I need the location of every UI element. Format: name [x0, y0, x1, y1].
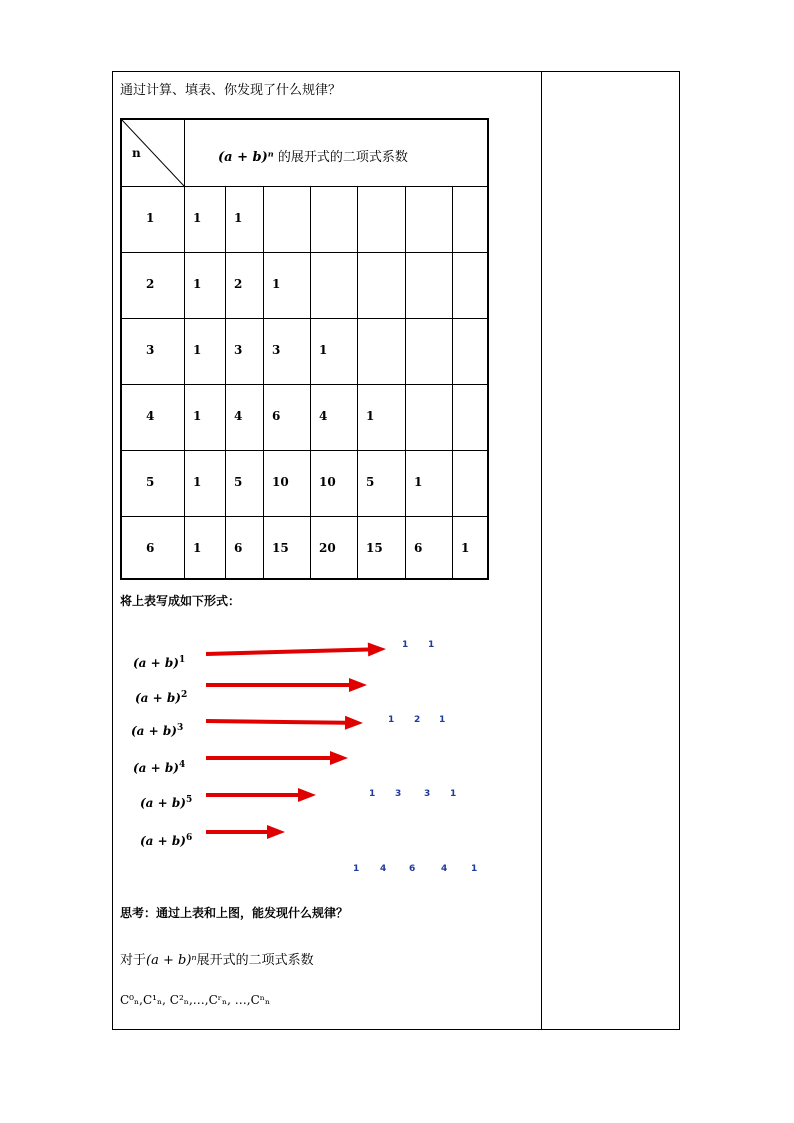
arrow-head — [330, 751, 348, 765]
triangle-number: 1 — [428, 640, 435, 650]
header-expression: (a + b)ⁿ — [218, 150, 274, 165]
expression-exponent: 6 — [185, 833, 193, 843]
arrow-shaft — [206, 721, 345, 723]
for-expression: (a + b)ⁿ — [146, 953, 197, 968]
expression-base: (a + b) — [140, 796, 186, 810]
header-text: 的展开式的二项式系数 — [277, 150, 408, 165]
power-expression — [135, 690, 187, 705]
coefficient-cell: 1 — [193, 409, 202, 423]
coefficient-cell: 3 — [272, 343, 281, 357]
power-expression — [140, 833, 192, 848]
coefficient-cell: 1 — [461, 541, 470, 555]
power-expression — [133, 760, 185, 775]
expression-base: (a + b) — [135, 691, 181, 705]
triangle-number: 4 — [441, 864, 448, 874]
arrow-shaft — [206, 649, 368, 654]
triangle-number: 3 — [395, 789, 402, 799]
coefficient-cell: 1 — [319, 343, 328, 357]
coefficient-cell: 4 — [319, 409, 328, 423]
power-expression — [140, 795, 192, 810]
for-suffix: 展开式的二项式系数 — [196, 953, 314, 968]
expression-base: (a + b) — [140, 834, 186, 848]
row-n-label: 2 — [146, 277, 155, 291]
caption: 将上表写成如下形式： — [120, 594, 241, 608]
for-prefix: 对于 — [120, 953, 147, 968]
coefficient-cell: 15 — [272, 541, 289, 555]
arrow-head — [349, 678, 367, 692]
arrow-head — [267, 825, 285, 839]
coefficient-cell: 6 — [234, 541, 243, 555]
row-n-label: 5 — [146, 475, 155, 489]
triangle-number: 2 — [414, 715, 421, 725]
triangle-number: 1 — [471, 864, 478, 874]
coefficient-cell: 1 — [366, 409, 375, 423]
row-n-label: 4 — [146, 409, 155, 423]
expression-exponent: 4 — [178, 760, 186, 770]
arrow-head — [368, 643, 386, 657]
coefficient-cell: 5 — [366, 475, 375, 489]
coefficient-cell: 1 — [193, 475, 202, 489]
coefficient-cell: 5 — [234, 475, 243, 489]
coefficient-cell: 6 — [272, 409, 281, 423]
coefficient-cell: 1 — [414, 475, 423, 489]
coefficient-cell: 20 — [319, 541, 336, 555]
triangle-number: 1 — [369, 789, 376, 799]
triangle-number: 1 — [402, 640, 409, 650]
row-n-label: 1 — [146, 211, 155, 225]
coefficient-cell: 2 — [234, 277, 243, 291]
triangle-number: 4 — [380, 864, 387, 874]
arrow-head — [298, 788, 316, 802]
corner-label: n — [132, 146, 141, 160]
arrow-head — [345, 716, 363, 730]
expression-exponent: 3 — [176, 723, 184, 733]
coefficient-cell: 15 — [366, 541, 383, 555]
expression-exponent: 2 — [180, 690, 188, 700]
coefficient-cell: 1 — [272, 277, 281, 291]
coefficient-cell: 1 — [193, 343, 202, 357]
combination-list: C⁰ₙ,C¹ₙ, C²ₙ,…,Cʳₙ, …,Cⁿₙ — [120, 993, 271, 1007]
coefficient-cell: 1 — [193, 277, 202, 291]
coefficient-cell: 1 — [193, 211, 202, 225]
expression-base: (a + b) — [133, 761, 179, 775]
expression-base: (a + b) — [131, 724, 177, 738]
row-n-label: 3 — [146, 343, 155, 357]
triangle-number: 1 — [450, 789, 457, 799]
triangle-number: 3 — [424, 789, 431, 799]
intro-question: 通过计算、填表、你发现了什么规律？ — [120, 83, 342, 98]
coefficient-cell: 4 — [234, 409, 243, 423]
triangle-number: 1 — [388, 715, 395, 725]
expression-exponent: 1 — [178, 655, 186, 665]
coefficient-cell: 6 — [414, 541, 423, 555]
triangle-number: 1 — [439, 715, 446, 725]
coefficient-cell: 1 — [193, 541, 202, 555]
coefficient-cell: 10 — [319, 475, 336, 489]
expression-base: (a + b) — [133, 656, 179, 670]
coefficient-cell: 10 — [272, 475, 289, 489]
think-question: 思考：通过上表和上图，能发现什么规律？ — [120, 906, 349, 920]
coefficient-cell: 1 — [234, 211, 243, 225]
expression-exponent: 5 — [185, 795, 193, 805]
triangle-number: 1 — [353, 864, 360, 874]
row-n-label: 6 — [146, 541, 155, 555]
power-expression — [133, 655, 185, 670]
for-line — [120, 949, 314, 968]
coefficient-cell: 3 — [234, 343, 243, 357]
triangle-number: 6 — [409, 864, 416, 874]
power-expression — [131, 723, 183, 738]
